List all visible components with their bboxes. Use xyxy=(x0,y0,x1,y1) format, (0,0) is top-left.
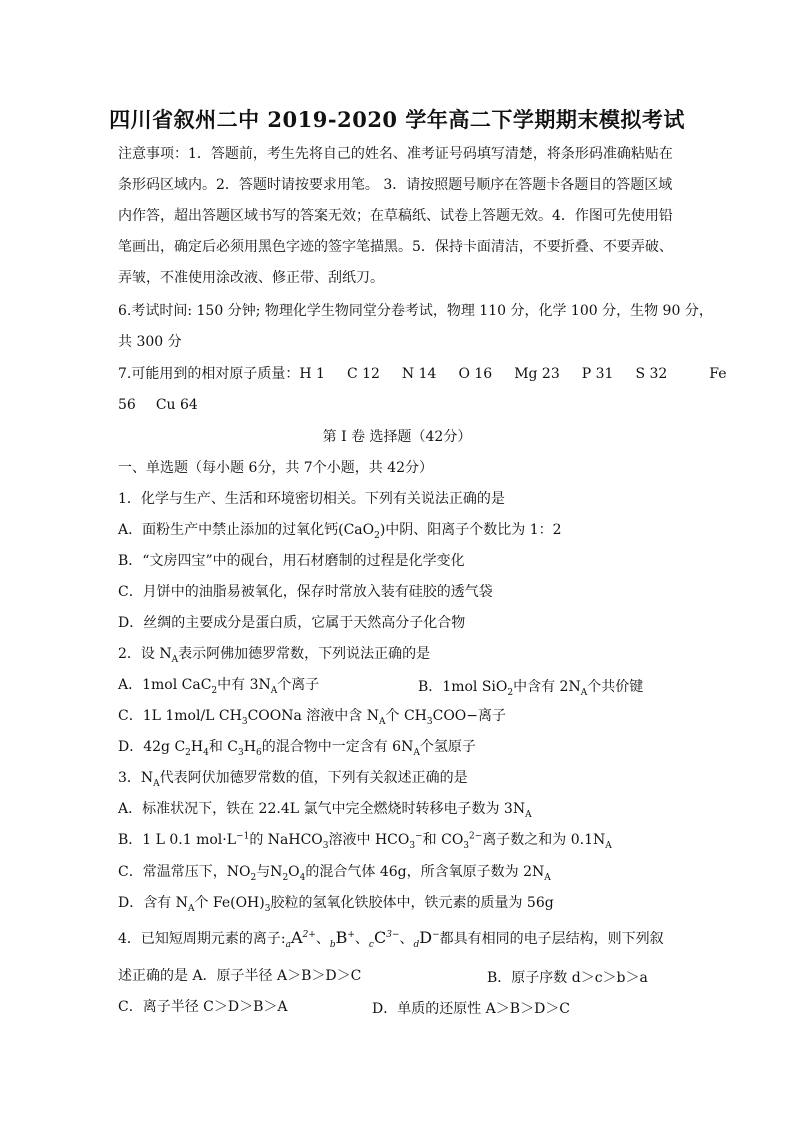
part-title: 第 I 卷 选择题（42分） xyxy=(322,429,472,445)
q3-b-s1: 3 xyxy=(322,840,329,851)
ion-b-index: b xyxy=(329,940,336,950)
q3-b-t2: 的 NaHCO xyxy=(249,832,323,848)
q4-option-c: C．离子半径 C＞D＞B＞A xyxy=(118,999,288,1015)
q4-option-b: B．原子序数 d＞c＞b＞a xyxy=(487,970,648,986)
q2-c-s2: A xyxy=(379,716,386,727)
q3-b-s4: A xyxy=(605,840,612,851)
q2-d-s2: 4 xyxy=(203,747,209,758)
q1-a-text: A．面粉生产中禁止添加的过氧化钙(CaO xyxy=(118,522,375,538)
atomic-mass-label: 7.可能用到的相对原子质量： xyxy=(118,366,300,382)
q2-b-t1: B．1mol SiO xyxy=(418,679,508,695)
q2-stem-sub: A xyxy=(171,654,179,665)
q2-b-t3: 个共价键 xyxy=(587,679,644,695)
q3-stem-t1: 3．N xyxy=(118,770,154,786)
section-heading: 一、单选题（每小题 6分，共 7个小题，共 42分） xyxy=(118,460,433,476)
q3-b-p1: −1 xyxy=(236,831,250,842)
q2-a-s1: 2 xyxy=(211,685,218,696)
atomic-mass-line xyxy=(118,365,727,383)
q2-a-t3: 个离子 xyxy=(277,677,320,693)
q3-option-c xyxy=(118,863,551,881)
q3-b-t5: 离子数之和为 0.1N xyxy=(482,832,606,848)
exam-time-line-2: 共 300 分 xyxy=(118,334,182,350)
q2-c-t2: COONa 溶液中含 N xyxy=(247,708,379,724)
q3-c-s4: A xyxy=(544,872,551,883)
q2-option-c xyxy=(118,707,506,725)
q2-c-s1: 3 xyxy=(241,716,248,727)
notice-line-2: 条形码区域内。2．答题时请按要求用笔。 3．请按照题号顺序在答题卡各题目的答题区域 xyxy=(118,177,673,193)
notice-line-5: 弄皱，不准使用涂改液、修正带、刮纸刀。 xyxy=(118,270,384,286)
q2-c-t4: COO−离子 xyxy=(432,708,507,724)
q3-c-t3: O xyxy=(288,864,300,880)
q3-stem-s1: A xyxy=(153,778,160,789)
q3-option-d xyxy=(118,894,554,912)
q2-stem xyxy=(118,645,430,663)
notice-line-4: 笔画出，确定后必须用黑色字迹的签字笔描黑。5．保持卡面清洁，不要折叠、不要弄破、 xyxy=(118,239,673,255)
mass-s: S 32 xyxy=(635,366,668,382)
q2-stem-text: 2．设 N xyxy=(118,646,172,662)
q3-d-t1: D．含有 N xyxy=(118,895,188,911)
q4-stem-text: 4．已知短周期元素的离子: xyxy=(118,931,286,947)
q2-c-t1: C．1L 1mol/L CH xyxy=(118,708,242,724)
mass-fe-value: 56 xyxy=(118,397,136,413)
q1-a-sub: 2 xyxy=(374,530,380,541)
ion-b-charge: + xyxy=(347,930,355,940)
q2-d-s3: 3 xyxy=(238,747,244,758)
q3-a-s1: A xyxy=(525,809,532,820)
q3-d-t3: 胶粒的氢氧化铁胶体中，铁元素的质量为 56g xyxy=(270,895,554,911)
ion-a xyxy=(285,928,316,950)
q4-option-a: 述正确的是 A．原子半径 A＞B＞D＞C xyxy=(118,968,362,984)
q3-b-t4: 和 CO xyxy=(422,832,464,848)
q1-option-a xyxy=(118,521,562,539)
ion-a-charge: 2+ xyxy=(302,930,316,940)
q2-d-t1: D．42g C xyxy=(118,739,186,755)
notice-line-1: 注意事项：1．答题前，考生先将自己的姓名、准考证号码填写清楚，将条形码准确粘贴在 xyxy=(118,146,673,162)
q4-sep-3: 、 xyxy=(399,931,414,947)
ion-d xyxy=(413,928,440,950)
notice-line-3: 内作答，超出答题区域书写的答案无效；在草稿纸、试卷上答题无效。4．作图可先使用铅 xyxy=(118,208,673,224)
q1-option-c: C．月饼中的油脂易被氧化，保存时常放入装有硅胶的透气袋 xyxy=(118,584,493,600)
ion-d-index: d xyxy=(413,940,420,950)
q3-b-t3: 溶液中 HCO xyxy=(328,832,410,848)
ion-a-symbol: A xyxy=(291,928,303,947)
q2-a-t2: 中有 3N xyxy=(217,677,271,693)
q3-d-s2: 3 xyxy=(264,903,271,914)
q2-a-s2: A xyxy=(270,685,278,696)
q2-c-s3: 3 xyxy=(426,716,433,727)
q1-option-d: D．丝绸的主要成分是蛋白质，它属于天然高分子化合物 xyxy=(118,615,466,631)
q3-b-p3: 2− xyxy=(469,831,483,842)
atomic-mass-line-2 xyxy=(118,396,198,414)
q3-b-s3: 3 xyxy=(463,840,470,851)
mass-c: C 12 xyxy=(346,366,380,382)
q1-a-text-2: )中阴、阳离子个数比为 1：2 xyxy=(379,522,562,538)
q2-b-s1: 2 xyxy=(507,687,514,698)
q2-d-s4: 6 xyxy=(255,747,262,758)
q1-option-b: B．“文房四宝”中的砚台，用石材磨制的过程是化学变化 xyxy=(118,553,465,569)
q3-option-b xyxy=(118,831,612,849)
q2-d-s1: 2 xyxy=(185,747,191,758)
q3-a-t1: A．标准状况下，铁在 22.4L 氯气中完全燃烧时转移电子数为 3N xyxy=(118,801,526,817)
q4-sep-2: 、 xyxy=(354,931,369,947)
mass-cu: Cu 64 xyxy=(155,397,198,413)
q3-c-t1: C．常温常压下，NO xyxy=(118,864,251,880)
q2-option-b xyxy=(418,676,643,696)
q3-c-t2: 与N xyxy=(256,864,283,880)
q3-b-t1: B．1 L 0.1 mol·L xyxy=(118,832,237,848)
ion-c-index: c xyxy=(368,940,374,950)
page-title: 四川省叙州二中 2019-2020 学年高二下学期期末模拟考试 xyxy=(109,107,685,132)
q3-c-s2: 2 xyxy=(282,872,289,883)
q4-stem-text-2: 都具有相同的电子层结构，则下列叙 xyxy=(439,931,664,947)
q2-b-t2: 中含有 2N xyxy=(513,679,581,695)
q2-b-s2: A xyxy=(580,687,588,698)
q1-stem: 1．化学与生产、生活和环境密切相关。下列有关说法正确的是 xyxy=(118,491,505,507)
q3-stem-t2: 代表阿伏加德罗常数的值，下列有关叙述正确的是 xyxy=(159,770,468,786)
q2-c-t3: 个 CH xyxy=(385,708,427,724)
q4-option-d: D．单质的还原性 A＞B＞D＞C xyxy=(372,1001,571,1017)
ion-c xyxy=(368,928,400,950)
ion-b xyxy=(329,928,355,950)
ion-a-index: a xyxy=(285,940,291,950)
ion-d-charge: − xyxy=(432,930,440,940)
ion-c-charge: 3− xyxy=(386,930,400,940)
mass-fe: Fe xyxy=(709,366,727,382)
q3-b-p2: − xyxy=(415,831,423,842)
ion-c-symbol: C xyxy=(373,928,387,947)
mass-o: O 16 xyxy=(458,366,493,382)
mass-h: H 1 xyxy=(299,366,325,382)
exam-time-line-1: 6.考试时间: 150 分钟; 物理化学生物同堂分卷考试，物理 110 分，化学 100 分，生物 90 分， xyxy=(118,303,713,319)
q2-d-t4: H xyxy=(243,739,256,755)
ion-b-symbol: B xyxy=(335,928,348,947)
q2-d-s5: A xyxy=(413,747,420,758)
q3-d-s1: A xyxy=(187,903,195,914)
q2-stem-text-2: 表示阿佛加德罗常数，下列说法正确的是 xyxy=(178,646,431,662)
q2-d-t5: 的混合物中一定含有 6N xyxy=(261,739,414,755)
q2-option-a xyxy=(118,676,319,694)
q4-sep-1: 、 xyxy=(315,931,330,947)
q2-d-t6: 个氢原子 xyxy=(419,739,476,755)
q3-b-s2: 3 xyxy=(409,840,416,851)
q2-d-t2: H xyxy=(190,739,204,755)
q3-stem xyxy=(118,769,468,787)
q3-c-t4: 的混合气体 46g，所含氧原子数为 2N xyxy=(305,864,545,880)
q2-d-t3: 和 C xyxy=(208,739,239,755)
q3-option-a xyxy=(118,800,532,818)
ion-d-symbol: D xyxy=(419,928,433,947)
q3-c-s1: 2 xyxy=(250,872,257,883)
q2-a-t1: A．1mol CaC xyxy=(118,677,212,693)
mass-p: P 31 xyxy=(581,366,614,382)
mass-mg: Mg 23 xyxy=(514,366,560,382)
mass-n: N 14 xyxy=(401,366,437,382)
q3-c-s3: 4 xyxy=(299,872,306,883)
q2-option-d xyxy=(118,738,476,756)
q3-d-t2: 个 Fe(OH) xyxy=(194,895,265,911)
q4-stem xyxy=(118,929,664,948)
